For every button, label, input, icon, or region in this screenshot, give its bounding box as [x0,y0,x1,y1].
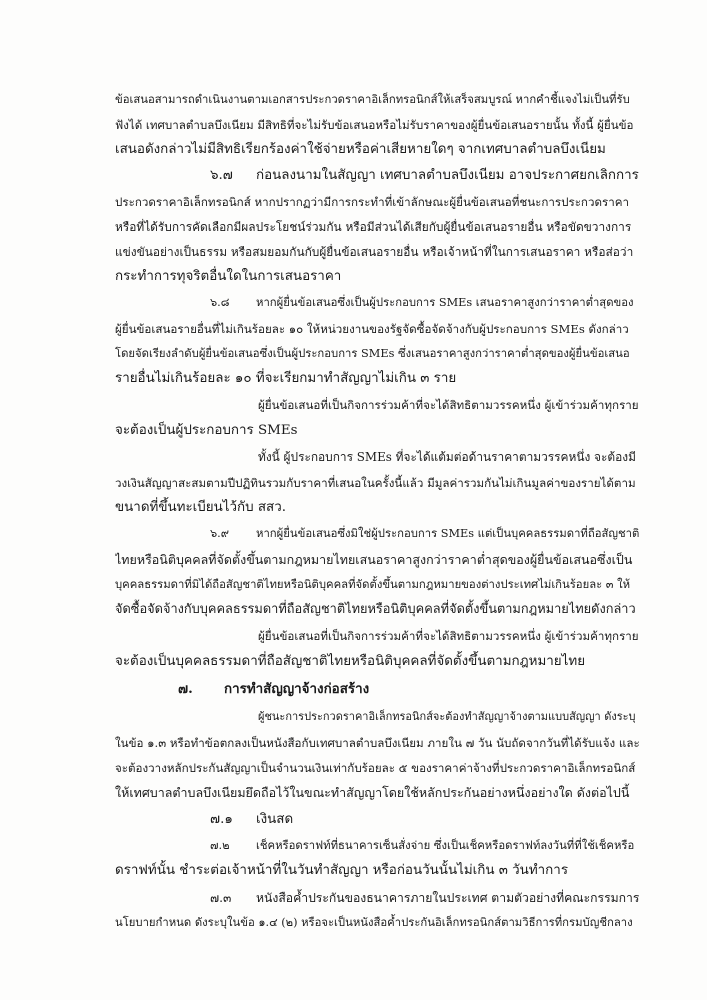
text-line: จะต้องเป็นบุคคลธรรมดาที่ถือสัญชาติไทยหรือนิติบุคคลที่จัดตั้งขึ้นตามกฎหมายไทย [115,654,586,669]
text-line: ผู้ชนะการประกวดราคาอิเล็กทรอนิกส์จะต้องทำสัญญาจ้างตามแบบสัญญา ดังระบุ [258,710,636,723]
text-line: จะต้องวางหลักประกันสัญญาเป็นจำนวนเงินเท่ากับร้อยละ ๕ ของราคาค่าจ้างที่ประกวดราคาอิเล็กทรอนิกส์ [115,761,636,775]
clause-7-1 [210,808,640,833]
text-line: ผู้ยื่นข้อเสนอที่เป็นกิจการร่วมค้าที่จะได้สิทธิตามวรรคหนึ่ง ผู้เข้าร่วมค้าทุกราย [258,398,639,412]
clause-text: หากผู้ยื่นข้อเสนอซึ่งเป็นผู้ประกอบการ SMEs เสนอราคาสูงกว่าราคาต่ำสุดของ [256,296,634,309]
clause-number: ๗.๒ [210,839,230,852]
text-line: ทั้งนี้ ผู้ประกอบการ SMEs ที่จะได้แต้มต่อด้านราคาตามวรรคหนึ่ง จะต้องมี [258,450,636,464]
clause-6-8-first-line [210,291,640,316]
clause-6-7-first-line [210,164,640,189]
section-title: การทำสัญญาจ้างก่อสร้าง [224,681,370,697]
text-line: ข้อเสนอสามารถดำเนินงานตามเอกสารประกวดราคาอิเล็กทรอนิกส์ให้เสร็จสมบูรณ์ หากคำชี้แจงไม่เป็นที่รับ [115,93,630,106]
text-line: จะต้องเป็นผู้ประกอบการ SMEs [115,423,298,438]
text-line: โดยจัดเรียงลำดับผู้ยื่นข้อเสนอซึ่งเป็นผู้ประกอบการ SMEs ซึ่งเสนอราคาสูงกว่าราคาต่ำสุดของผู้ยื่นข้อเสนอ [115,347,630,360]
clause-number: ๗.๑ [210,812,233,827]
text-line: กระทำการทุจริตอื่นใดในการเสนอราคา [115,269,342,284]
text-line: ประกวดราคาอิเล็กทรอนิกส์ หากปรากฏว่ามีการกระทำที่เข้าลักษณะผู้ยื่นข้อเสนอที่ชนะการประกวดราคา [115,195,629,209]
clause-text: ก่อนลงนามในสัญญา เทศบาลตำบลบึงเนียม อาจประกาศยกเลิกการ [256,168,639,183]
clause-7-3-first-line [210,886,640,911]
text-line: ดราฟท์นั้น ชำระต่อเจ้าหน้าที่ในวันทำสัญญา หรือก่อนวันนั้นไม่เกิน ๓ วันทำการ [115,863,569,878]
text-line: บุคคลธรรมดาที่มิได้ถือสัญชาติไทยหรือนิติบุคคลที่จัดตั้งขึ้นตามกฎหมายของต่างประเทศไม่เกินร้อยละ ๓ ให้ [115,578,631,591]
text-line: รายอื่นไม่เกินร้อยละ ๑๐ ที่จะเรียกมาทำสัญญาไม่เกิน ๓ ราย [115,371,457,386]
clause-number: ๖.๗ [210,168,233,183]
clause-7-2-first-line [210,834,640,859]
text-line: เสนอดังกล่าวไม่มีสิทธิเรียกร้องค่าใช้จ่ายหรือค่าเสียหายใดๆ จากเทศบาลตำบลบึงเนียม [115,142,606,157]
text-line: ฟังได้ เทศบาลตำบลบึงเนียม มีสิทธิที่จะไม่รับข้อเสนอหรือไม่รับราคาของผู้ยื่นข้อเสนอรายนั้น ทั้งนี้ ผู้ยื่นข้อ [115,118,634,132]
clause-text: หากผู้ยื่นข้อเสนอซึ่งมิใช่ผู้ประกอบการ SMEs แต่เป็นบุคคลธรรมดาที่ถือสัญชาติ [256,527,640,540]
text-line: ผู้ยื่นข้อเสนอรายอื่นที่ไม่เกินร้อยละ ๑๐ ให้หน่วยงานของรัฐจัดซื้อจัดจ้างกับผู้ประกอบการ SMEs ดังกล่าว [115,322,629,336]
text-line: ให้เทศบาลตำบลบึงเนียมยึดถือไว้ในขณะทำสัญญาโดยใช้หลักประกันอย่างหนึ่งอย่างใด ดังต่อไปนี้ [115,785,630,800]
text-line: ผู้ยื่นข้อเสนอที่เป็นกิจการร่วมค้าที่จะได้สิทธิตามวรรคหนึ่ง ผู้เข้าร่วมค้าทุกราย [258,629,639,643]
clause-number: ๖.๘ [210,296,230,309]
clause-text: หนังสือค้ำประกันของธนาคารภายในประเทศ ตามตัวอย่างที่คณะกรรมการ [256,891,640,905]
clause-6-9-first-line [210,522,640,547]
text-line: ไทยหรือนิติบุคคลที่จัดตั้งขึ้นตามกฎหมายไทยเสนอราคาสูงกว่าราคาต่ำสุดของผู้ยื่นข้อเสนอซึ่งเป็น [115,552,633,567]
clause-text: เช็คหรือดราฟท์ที่ธนาคารเซ็นสั่งจ่าย ซึ่งเป็นเช็คหรือดราฟท์ลงวันที่ที่ใช้เช็คหรือ [256,839,635,852]
text-line: หรือที่ได้รับการคัดเลือกมีผลประโยชน์ร่วมกัน หรือมีส่วนได้เสียกับผู้ยื่นข้อเสนอรายอื่น หรือขัดขวางการ [115,220,632,234]
text-line: แข่งขันอย่างเป็นธรรม หรือสมยอมกันกับผู้ยื่นข้อเสนอรายอื่น หรือเจ้าหน้าที่ในการเสนอราคา หรือส่อว่า [115,245,634,259]
text-line: วงเงินสัญญาสะสมตามปีปฏิทินรวมกับราคาที่เสนอในครั้งนี้แล้ว มีมูลค่ารวมกันไม่เกินมูลค่าของรายได้ตาม [115,476,636,490]
clause-number: ๖.๙ [210,527,230,540]
text-line: ในข้อ ๑.๓ หรือทำข้อตกลงเป็นหนังสือกับเทศบาลตำบลบึงเนียม ภายใน ๗ วัน นับถัดจากวันที่ได้รับแจ้ง และ [115,736,640,750]
text-line: จัดซื้อจัดจ้างกับบุคคลธรรมดาที่ถือสัญชาติไทยหรือนิติบุคคลที่จัดตั้งขึ้นตามกฎหมายไทยดังกล่าว [115,602,636,617]
section-number: ๗. [178,681,193,697]
clause-number: ๗.๓ [210,891,232,905]
section-7-heading [178,677,638,702]
clause-text: เงินสด [256,812,294,827]
text-line: ขนาดที่ขึ้นทะเบียนไว้กับ สสว. [115,500,286,515]
text-line: นโยบายกำหนด ดังระบุในข้อ ๑.๔ (๒) หรือจะเป็นหนังสือค้ำประกันอิเล็กทรอนิกส์ตามวิธีการที่กรมบัญชีกลาง [115,916,633,929]
